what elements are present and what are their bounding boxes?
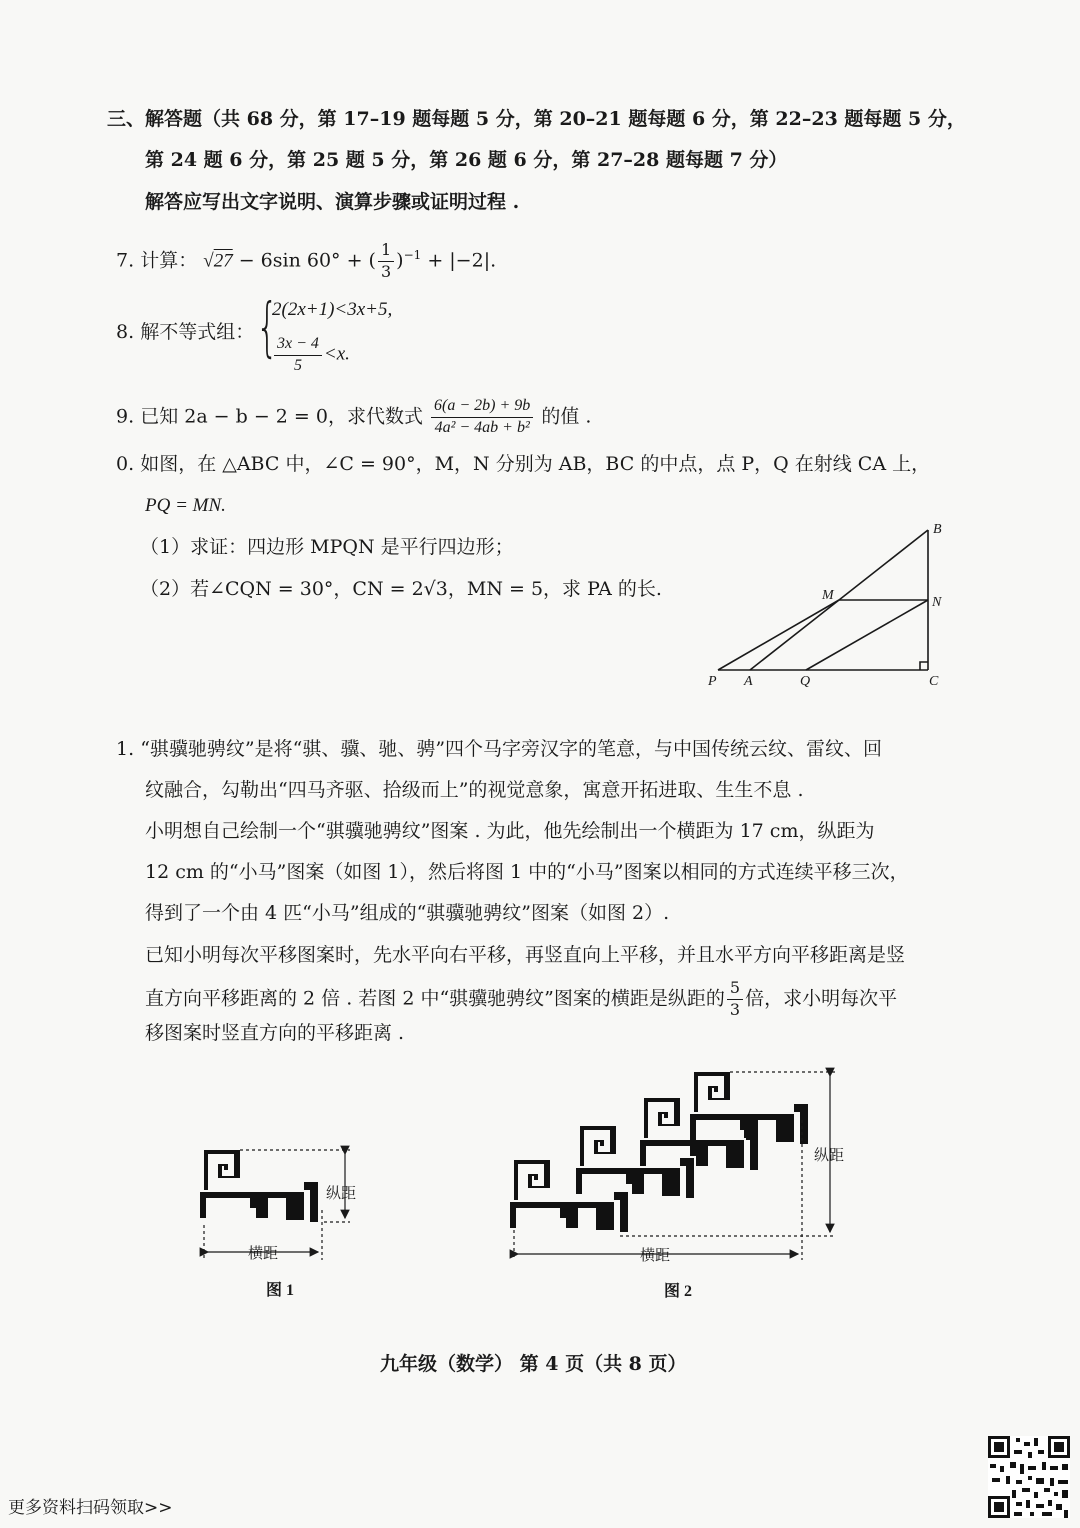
q7-frac-num: 1 bbox=[378, 242, 394, 262]
q10-part2: （2）若∠CQN = 30°，CN = 2√3，MN = 5，求 PA 的长. bbox=[140, 578, 662, 600]
section-heading-line1: 三、解答题（共 68 分，第 17–19 题每题 5 分，第 20–21 题每题 6 分，第 22–23 题每题 5 分， bbox=[107, 108, 966, 130]
q9-fraction bbox=[431, 398, 533, 437]
horse-2 bbox=[576, 1126, 694, 1198]
q8-inequality-2 bbox=[272, 336, 350, 375]
q11-p2-line3: 得到了一个由 4 匹“小马”组成的“骐骥驰骋纹”图案（如图 2）. bbox=[145, 902, 670, 924]
q11-p1-line1 bbox=[116, 740, 882, 759]
q8-frac-den: 5 bbox=[293, 356, 302, 374]
q11-p3-line3: 移图案时竖直方向的平移距离 . bbox=[145, 1022, 405, 1044]
label-P: P bbox=[708, 674, 717, 689]
q8-frac-num: 3x − 4 bbox=[274, 336, 322, 356]
q7-sqrt-arg: 27 bbox=[213, 250, 233, 272]
q7-fraction bbox=[378, 242, 394, 281]
q11-p2-line1: 小明想自己绘制一个“骐骥驰骋纹”图案 . 为此，他先绘制出一个横距为 17 cm，纵距为 bbox=[145, 820, 875, 842]
q10-text1: 如图，在 △ABC 中，∠C = 90°，M，N 分别为 AB，BC 的中点，点 P，Q 在射线 CA 上， bbox=[140, 453, 931, 475]
q9-text-after: 的值 . bbox=[541, 405, 592, 428]
q7-exponent: −1 bbox=[403, 247, 422, 262]
q11-number: 1. bbox=[116, 738, 135, 760]
q11-p3-text-a: 直方向平移距离的 2 倍 . 若图 2 中“骐骥驰骋纹”图案的横距是纵距的 bbox=[145, 987, 725, 1010]
q11-p3-line2 bbox=[145, 980, 897, 1019]
q9-frac-num: 6(a − 2b) + 9b bbox=[431, 398, 533, 418]
q9-frac-den: 4a² − 4ab + b² bbox=[434, 418, 530, 436]
q7-mid: − 6sin 60° + ( bbox=[232, 249, 376, 272]
label-C: C bbox=[929, 674, 939, 689]
question-9 bbox=[116, 398, 591, 437]
fig2-caption: 图 2 bbox=[664, 1283, 693, 1300]
q7-frac-den: 3 bbox=[380, 261, 392, 281]
q11-p3-line1: 已知小明每次平移图案时，先水平向右平移，再竖直向上平移，并且水平方向平移距离是竖 bbox=[145, 944, 906, 966]
q8-number: 8. bbox=[116, 321, 135, 343]
q7-label: 计算： bbox=[140, 249, 198, 272]
horse-4 bbox=[690, 1072, 808, 1144]
label-A: A bbox=[744, 674, 753, 689]
q10-number: 0. bbox=[116, 453, 135, 475]
figure-1 bbox=[190, 1140, 370, 1310]
fig2-h-label: 横距 bbox=[640, 1248, 671, 1264]
horse-pattern bbox=[200, 1150, 318, 1222]
section-instruction: 解答应写出文字说明、演算步骤或证明过程 . bbox=[145, 191, 520, 213]
q8-brace: { bbox=[256, 291, 279, 365]
q7-tail: + |−2|. bbox=[421, 249, 497, 272]
question-7: 7. 计算： √27 − 6sin 60° + ( $\frac{1}{3}$ )$^{-1}$ + |−2|. bbox=[116, 240, 497, 281]
label-B: B bbox=[933, 522, 942, 537]
q8-fraction bbox=[274, 336, 322, 375]
q8-inequality-1: 2(2x+1)<3x+5, bbox=[272, 299, 393, 320]
right-angle-mark bbox=[920, 662, 928, 670]
q8-label: 解不等式组： bbox=[140, 321, 255, 343]
segment-PM bbox=[718, 600, 839, 670]
q7-number: 7. bbox=[116, 249, 135, 272]
q11-p1-line2: 纹融合，勾勒出“四马齐驱、拾级而上”的视觉意象，寓意开拓进取、生生不息 . bbox=[145, 779, 804, 801]
q11-fraction bbox=[727, 980, 743, 1019]
section-heading-line2: 第 24 题 6 分，第 25 题 5 分，第 26 题 6 分，第 27–28 题每题 7 分） bbox=[145, 149, 788, 171]
fig1-caption: 图 1 bbox=[266, 1282, 295, 1299]
figure-2 bbox=[500, 1060, 880, 1310]
label-M: M bbox=[822, 588, 834, 603]
q10-line1 bbox=[116, 455, 930, 474]
q11-p1-text1: “骐骥驰骋纹”是将“骐、骥、驰、骋”四个马字旁汉字的笔意，与中国传统云纹、雷纹、回 bbox=[140, 738, 883, 760]
fig1-h-label: 横距 bbox=[248, 1246, 279, 1262]
qr-code[interactable] bbox=[988, 1436, 1070, 1518]
q11-p3-text-b: 倍，求小明每次平 bbox=[745, 987, 898, 1010]
q10-part1: （1）求证：四边形 MPQN 是平行四边形； bbox=[140, 536, 514, 558]
page-footer: 九年级（数学） 第 4 页（共 8 页） bbox=[380, 1353, 687, 1375]
fig2-v-label: 纵距 bbox=[814, 1148, 845, 1164]
segment-QN bbox=[806, 600, 928, 670]
label-N: N bbox=[932, 595, 942, 610]
q8-tail: <x. bbox=[323, 343, 350, 365]
q10-line2: PQ = MN. bbox=[145, 495, 226, 516]
q11-p2-line2: 12 cm 的“小马”图案（如图 1），然后将图 1 中的“小马”图案以相同的方式连续平移三次， bbox=[145, 861, 909, 883]
q8-lead bbox=[116, 323, 254, 342]
q11-frac-den: 3 bbox=[729, 999, 741, 1019]
q11-frac-num: 5 bbox=[727, 980, 743, 1000]
q7-sqrt: √27 bbox=[203, 250, 233, 272]
fig1-v-label: 纵距 bbox=[326, 1186, 357, 1202]
q9-number: 9. bbox=[116, 405, 135, 428]
horse-3 bbox=[640, 1098, 758, 1170]
triangle-figure bbox=[700, 515, 960, 695]
label-Q: Q bbox=[800, 674, 811, 689]
more-resources-link[interactable]: 更多资料扫码领取>> bbox=[8, 1498, 173, 1518]
q9-text-before: 已知 2a − b − 2 = 0，求代数式 bbox=[140, 405, 423, 428]
